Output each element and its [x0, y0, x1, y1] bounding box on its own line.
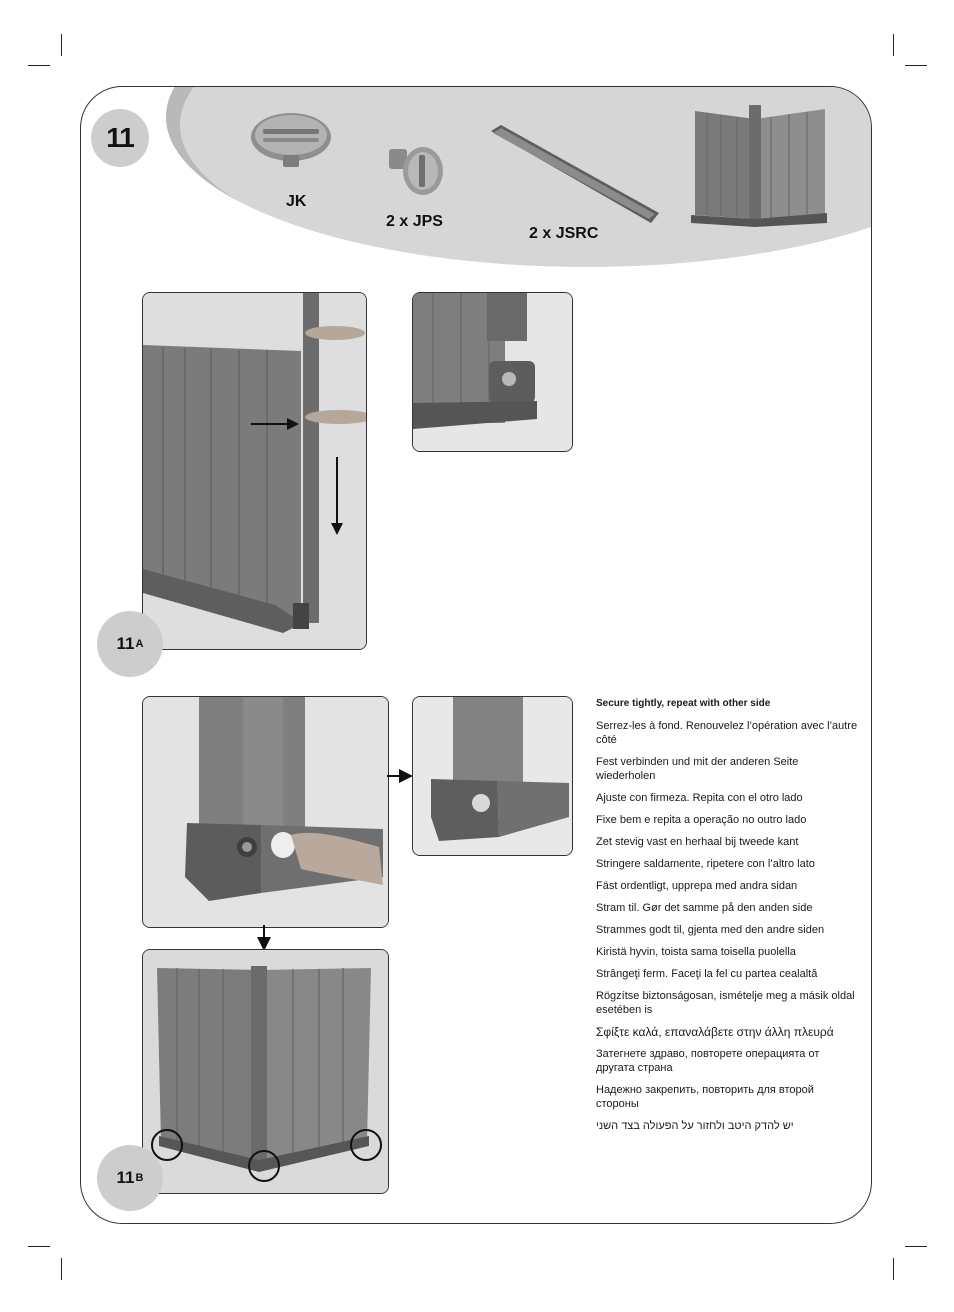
substep-number: 11 [116, 634, 135, 653]
instruction-pt: Fixe bem e repita a operação no outro lado [596, 814, 807, 826]
jsrc-part-icon [487, 123, 663, 227]
instruction-it: Stringere saldamente, ripetere con l’altro lato [596, 858, 815, 870]
instruction-es: Ajuste con firmeza. Repita con el otro lado [596, 792, 803, 804]
part-label-jk: JK [286, 193, 307, 210]
jk-part-icon [249, 111, 339, 171]
crop-mark [61, 1258, 62, 1280]
instruction-no: Strammes godt til, gjenta med den andre siden [596, 924, 825, 936]
crop-mark [893, 1258, 894, 1280]
highlight-circle [248, 1150, 280, 1182]
crop-mark [28, 1246, 50, 1247]
instruction-fi: Kiristä hyvin, toista sama toisella puolella [596, 946, 796, 958]
page-frame [80, 86, 872, 1224]
instructions-list [596, 697, 858, 1141]
instruction-fr: Serrez-les à fond. Renouvelez l’opération avec l’autre côté [596, 720, 858, 746]
substep-badge-11a [97, 611, 163, 677]
crop-mark [905, 1246, 927, 1247]
down-arrow-2-icon [257, 925, 271, 951]
instruction-hu: Rögzítse biztonságosan, ismételje meg a másik oldal esetében is [596, 990, 855, 1016]
step-number-badge [91, 109, 149, 167]
highlight-circle [151, 1129, 183, 1161]
instruction-ru: Надежно закрепить, повторить для второй стороны [596, 1084, 814, 1110]
crop-mark [893, 34, 894, 56]
down-arrow-icon [330, 457, 344, 537]
instruction-el: Σφίξτε καλά, επαναλάβετε στην άλλη πλευρά [596, 1025, 834, 1039]
instruction-ro: Strângeţi ferm. Faceţi la fel cu partea cealaltă [596, 968, 818, 980]
substep-suffix: A [135, 638, 144, 650]
instruction-nl: Zet stevig vast en herhaal bij tweede kant [596, 836, 799, 848]
step-number: 11 [106, 122, 134, 153]
push-arrow-icon [251, 417, 301, 431]
instruction-bg: Затегнете здраво, повторете операцията от другата страна [596, 1048, 820, 1074]
instruction-sv: Fäst ordentligt, upprepa med andra sidan [596, 880, 798, 892]
jps-part-icon [383, 141, 447, 199]
part-label-jps: 2 x JPS [386, 213, 443, 230]
instruction-he: יש להדק היטב ולחזור על הפעולה בצד השני [596, 1120, 794, 1132]
substep-number: 11 [116, 1168, 135, 1187]
photo-11b-main [142, 696, 389, 928]
highlight-circle [350, 1129, 382, 1161]
photo-11a-detail [412, 292, 573, 452]
photo-11b-detail [412, 696, 573, 856]
crop-mark [28, 65, 50, 66]
gate-panel-icon [691, 103, 829, 227]
substep-badge-11b [97, 1145, 163, 1211]
crop-mark [61, 34, 62, 56]
instruction-de: Fest verbinden und mit der anderen Seite wiederholen [596, 756, 799, 782]
crop-mark [905, 65, 927, 66]
instruction-da: Stram til. Gør det samme på den anden side [596, 902, 813, 914]
part-label-jsrc: 2 x JSRC [529, 225, 599, 242]
instruction-en: Secure tightly, repeat with other side [596, 698, 771, 709]
substep-suffix: B [135, 1172, 144, 1184]
right-arrow-icon [387, 769, 413, 783]
